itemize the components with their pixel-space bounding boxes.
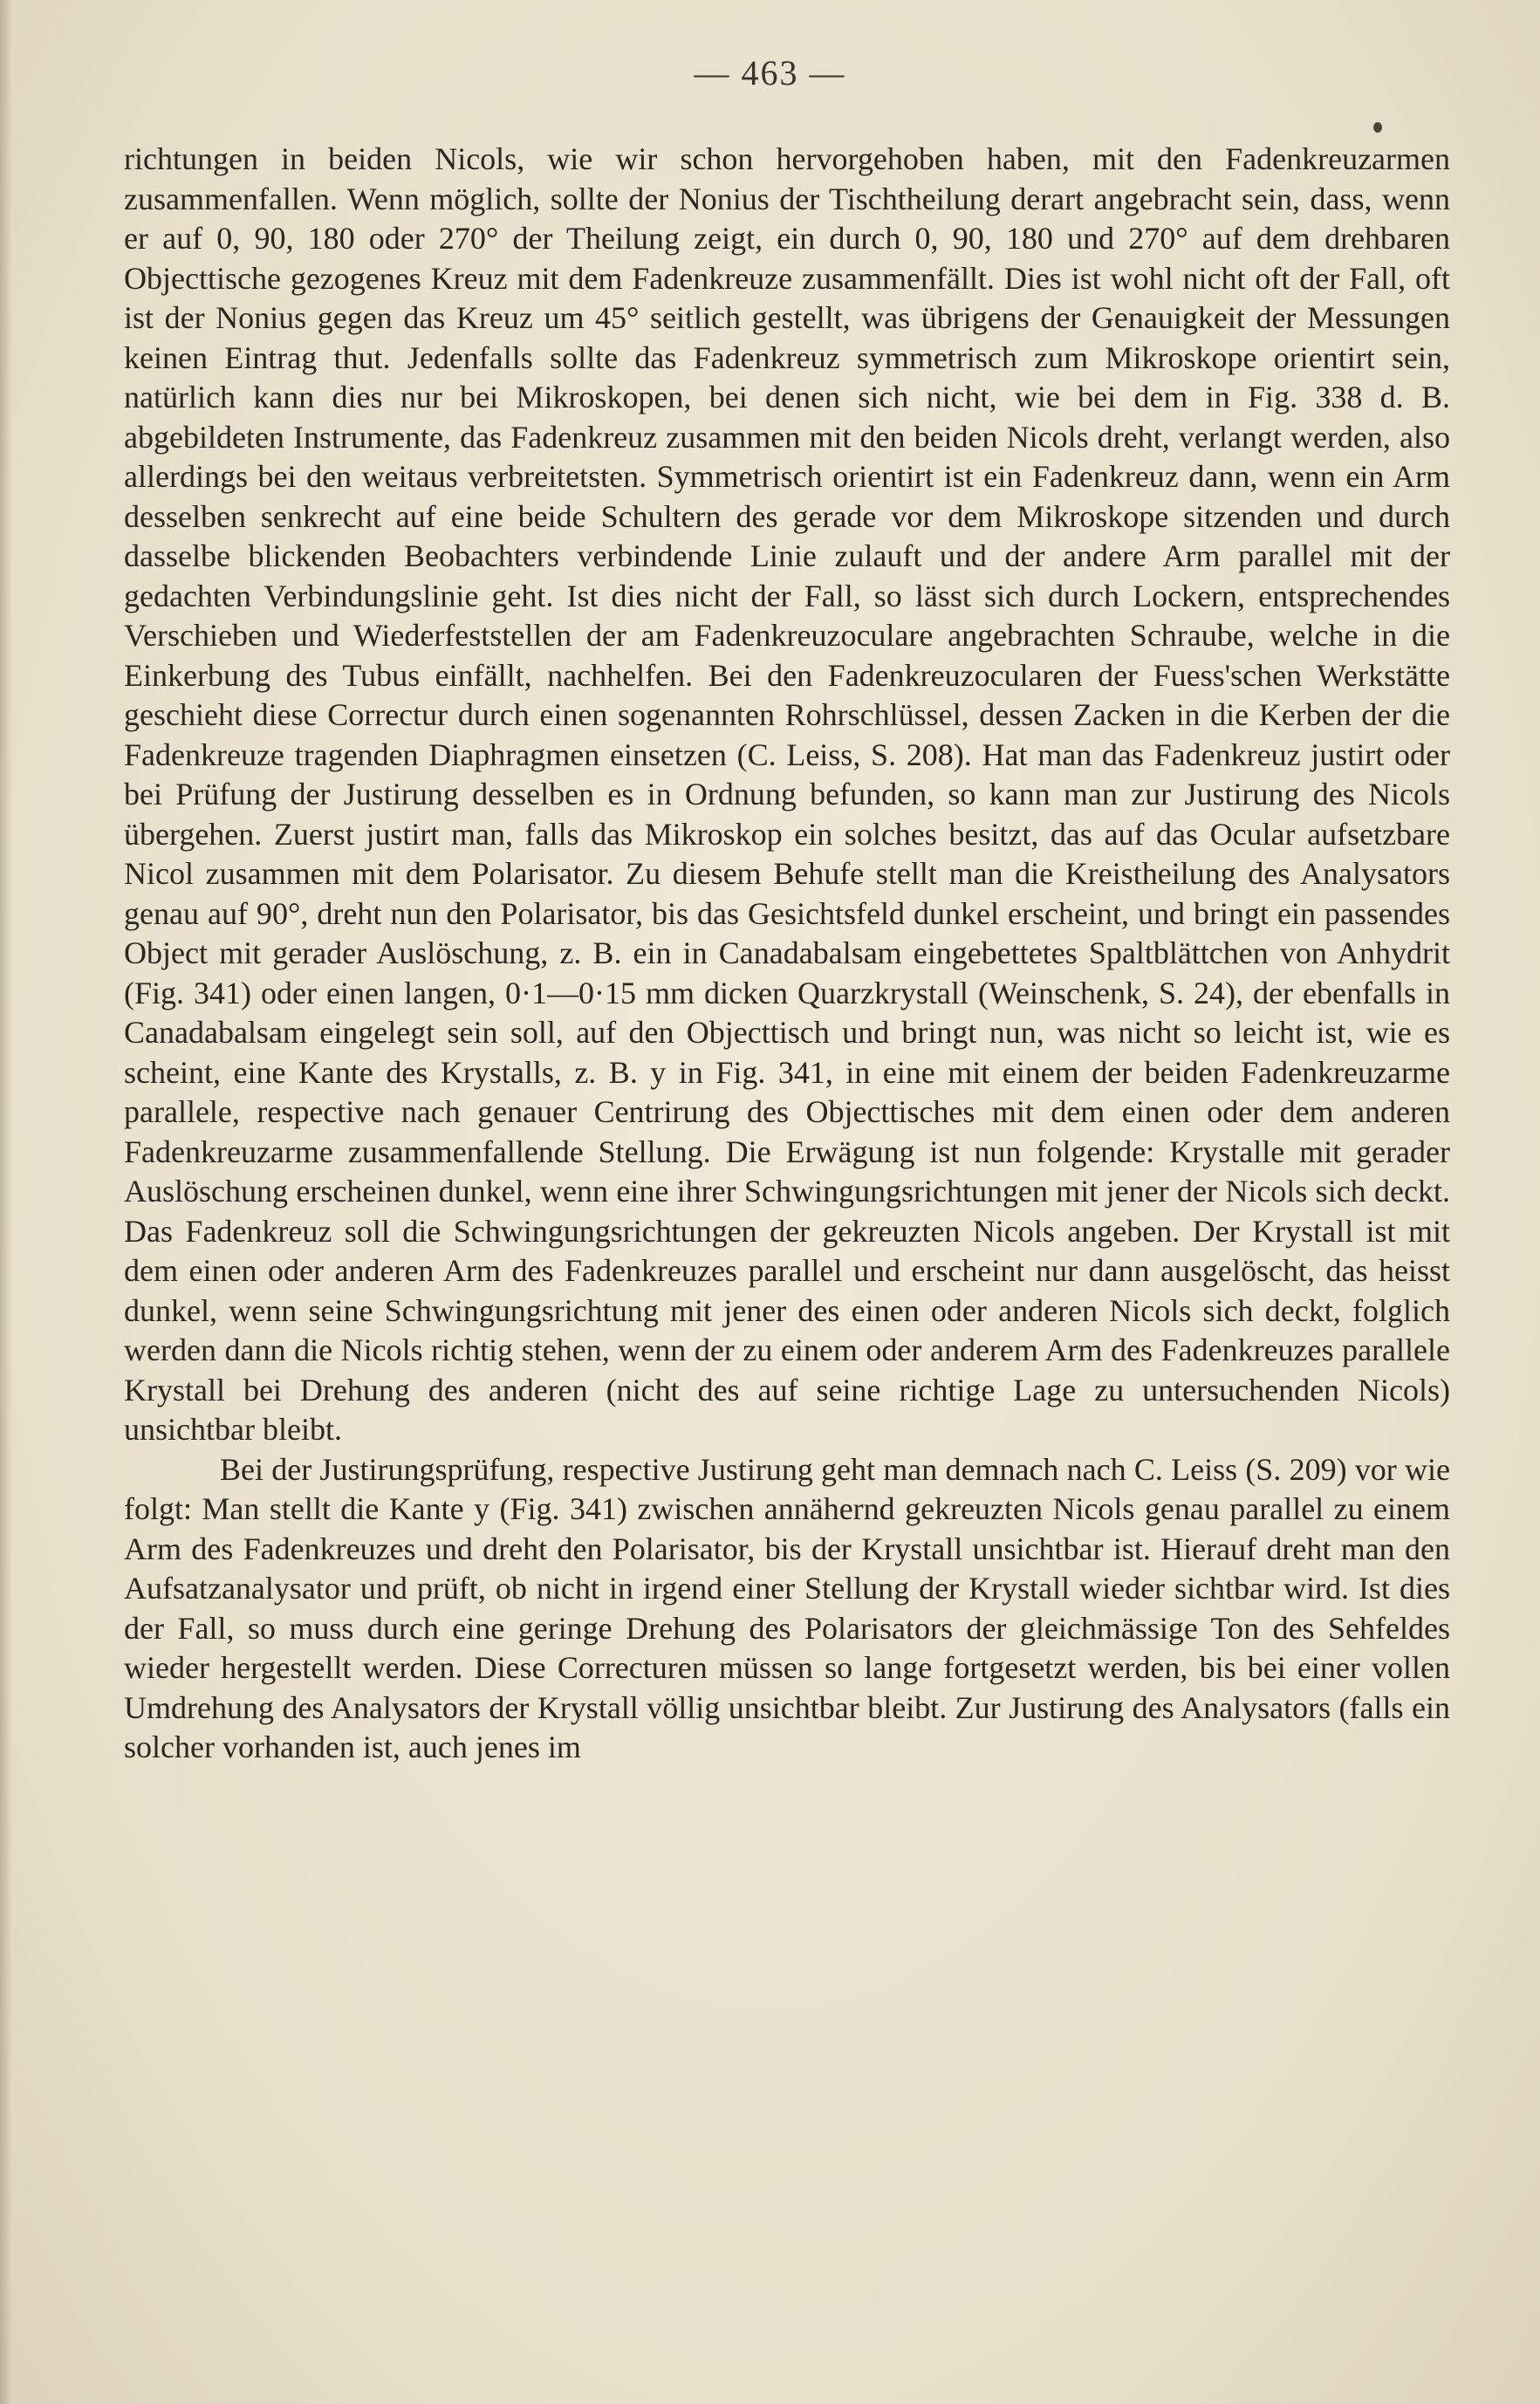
page-number: — 463 —: [694, 53, 846, 92]
paragraph-2: Bei der Justirungsprüfung, respective Justirung geht man demnach nach C. Leiss (S. 209) vor wie folgt: Man stellt die Kante y (Fig. 341) zwischen annähernd gekreuzten Nicols genau parallel zu einem Arm des Fadenkreuzes und dreht den Polarisator, bis der Krystall unsichtbar ist. Hierauf dreht man den Aufsatzanalysator und prüft, ob nicht in irgend einer Stellung der Krystall wieder sichtbar wird. Ist dies der Fall, so muss durch eine geringe Drehung des Polarisators der gleichmässige Ton des Sehfeldes wieder hergestellt werden. Diese Correcturen müssen so lange fortgesetzt werden, bis bei einer vollen Umdrehung des Analysators der Krystall völlig unsichtbar bleibt. Zur Justirung des Analysators (falls ein solcher vorhanden ist, auch jenes im: [124, 1451, 1450, 1764]
paragraph-1: richtungen in beiden Nicols, wie wir schon hervorgehoben haben, mit den Fadenkreuzarmen zusammenfallen. Wenn möglich, sollte der Nonius der Tischtheilung derart angebracht sein, dass, wenn er auf 0, 90, 180 oder 270° der Theilung zeigt, ein durch 0, 90, 180 und 270° auf dem drehbaren Objecttische gezogenes Kreuz mit dem Fadenkreuze zusammenfällt. Dies ist wohl nicht oft der Fall, oft ist der Nonius gegen das Kreuz um 45° seitlich gestellt, was übrigens der Genauigkeit der Messungen keinen Eintrag thut. Jedenfalls sollte das Fadenkreuz symmetrisch zum Mikroskope orientirt sein, natürlich kann dies nur bei Mikroskopen, bei denen sich nicht, wie bei dem in Fig. 338 d. B. abgebildeten Instrumente, das Fadenkreuz zusammen mit den beiden Nicols dreht, verlangt werden, also allerdings bei den weitaus verbreitetsten. Symmetrisch orientirt ist ein Fadenkreuz dann, wenn ein Arm desselben senkrecht auf eine beide Schultern des gerade vor dem Mikroskope sitzenden und durch dasselbe blickenden Beobachters verbindende Linie zulauft und der andere Arm parallel mit der gedachten Verbindungslinie geht. Ist dies nicht der Fall, so lässt sich durch Lockern, entsprechendes Verschieben und Wiederfeststellen der am Fadenkreuzoculare angebrachten Schraube, welche in die Einkerbung des Tubus einfällt, nachhelfen. Bei den Fadenkreuzocularen der Fuess'schen Werkstätte geschieht diese Correctur durch einen sogenannten Rohrschlüssel, dessen Zacken in die Kerben der die Fadenkreuze tragenden Diaphragmen einsetzen (C. Leiss, S. 208). Hat man das Fadenkreuz justirt oder bei Prüfung der Justirung desselben es in Ordnung befunden, so kann man zur Justirung des Nicols übergehen. Zuerst justirt man, falls das Mikroskop ein solches besitzt, das auf das Ocular aufsetzbare Nicol zusammen mit dem Polarisator. Zu diesem Behufe stellt man die Kreistheilung des Analysators genau auf 90°, dreht nun den Polarisator, bis das Gesichtsfeld dunkel erscheint, und bringt ein passendes Object mit gerader Auslöschung, z. B. ein in Canadabalsam eingebettetes Spaltblättchen von Anhydrit (Fig. 341) oder einen langen, 0·1—0·15 mm dicken Quarzkrystall (Weinschenk, S. 24), der ebenfalls in Canadabalsam eingelegt sein soll, auf den Objecttisch und bringt nun, was nicht so leicht ist, wie es scheint, eine Kante des Krystalls, z. B. y in Fig. 341, in eine mit einem der beiden Fadenkreuzarme parallele, respective nach genauer Centrirung des Objecttisches mit dem einen oder dem anderen Fadenkreuzarme zusammenfallende Stellung. Die Erwägung ist nun folgende: Krystalle mit gerader Auslöschung erscheinen dunkel, wenn eine ihrer Schwingungsrichtungen mit jener der Nicols sich deckt. Das Fadenkreuz soll die Schwingungsrichtungen der gekreuzten Nicols angeben. Der Krystall ist mit dem einen oder anderen Arm des Fadenkreuzes parallel und erscheint nur dann ausgelöscht, das heisst dunkel, wenn seine Schwingungsrichtung mit jener des einen oder anderen Nicols sich deckt, folglich werden dann die Nicols richtig stehen, wenn der zu einem oder anderem Arm des Fadenkreuzes parallele Krystall bei Drehung des anderen (nicht des auf seine richtige Lage zu untersuchenden Nicols) unsichtbar bleibt.: [124, 141, 1450, 1447]
body-text: [124, 140, 1450, 1768]
page-edge-shadow: [0, 0, 12, 2404]
ink-dot: [1373, 122, 1382, 133]
